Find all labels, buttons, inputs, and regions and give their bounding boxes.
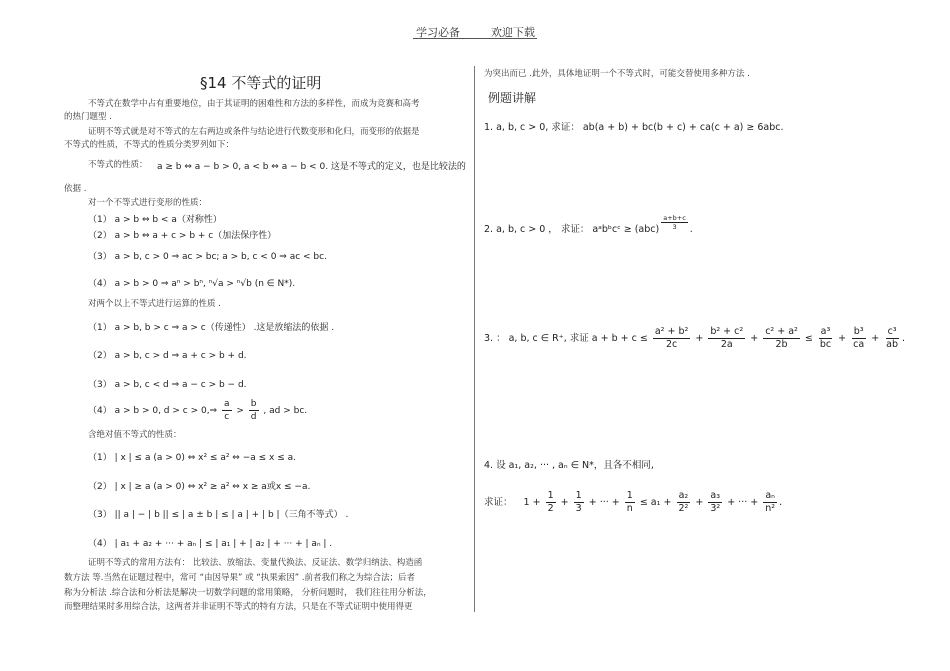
frac-den: bc	[819, 339, 832, 350]
example-2	[484, 214, 693, 235]
transform-item-1: （1） a > b ⇔ b < a（对称性）	[88, 215, 222, 225]
transform-item-3: （3） a > b, c > 0 ⇒ ac > bc; a > b, c < 0 ⇒ ac < bc.	[88, 252, 327, 262]
ex4-rhs-frac-3	[763, 490, 777, 515]
abs-item-2: （2） | x | ≥ a (a > 0) ⇔ x² ≥ a² ⇔ x ≥ a或x ≤ −a.	[88, 482, 311, 492]
header-left: 学习必备	[416, 26, 460, 39]
intro-line-2: 的热门题型 .	[64, 112, 112, 122]
ex3-frac-3	[763, 326, 800, 351]
frac-den: 2	[547, 503, 554, 514]
frac-num: a² + b²	[654, 326, 689, 337]
abs-header: 含绝对值不等式的性质：	[88, 430, 182, 440]
frac-num: 1	[547, 490, 554, 501]
ex4-lhs-frac-1	[546, 490, 556, 515]
multi-item-4	[88, 398, 307, 423]
frac-den: n	[626, 503, 633, 514]
example-4-label: 求证：	[484, 497, 513, 508]
ex4-rhs-frac-1	[676, 490, 690, 515]
frac-den: c	[224, 412, 230, 422]
ex4-lhs-frac-3	[625, 490, 635, 515]
example-1: 1. a, b, c > 0, 求证： ab(a + b) + bc(b + c) + ca(c + a) ≥ 6abc.	[484, 122, 784, 133]
header-right: 欢迎下载	[491, 26, 535, 39]
multi-item-3: （3） a > b, c < d ⇒ a − c > b − d.	[88, 380, 247, 390]
frac-den: 2c	[665, 339, 678, 350]
ex4-rhs-frac-2	[708, 490, 722, 515]
intro-line-1: 不等式在数学中占有重要地位，由于其证明的困难性和方法的多样性，而成为竞赛和高考	[88, 99, 420, 109]
frac-den: 3²	[710, 503, 721, 514]
ex3-frac-2	[708, 326, 745, 351]
frac-num: c² + a²	[765, 326, 798, 337]
ex3-frac-4	[818, 326, 833, 351]
example-2-lead: 2. a, b, c > 0 ， 求证： aᵃbᵇcᶜ ≥ (abc)	[484, 224, 660, 235]
methods-line-1: 证明不等式的常用方法有： 比较法、放缩法、变量代换法、反证法、数学归纳法、构造函	[88, 558, 423, 568]
exp-den: 3	[672, 223, 677, 231]
abs-item-1: （1） | x | ≤ a (a > 0) ⇔ x² ≤ a² ⇔ −a ≤ x ≤ a.	[88, 453, 296, 463]
ex4-lhs-frac-2	[574, 490, 584, 515]
frac-num: a₃	[710, 490, 721, 501]
ex3-frac-6	[884, 326, 900, 351]
multi-item-1: （1） a > b, b > c ⇒ a > c（传递性） .这是放缩法的依据 .	[88, 323, 335, 333]
column-divider	[474, 66, 475, 612]
methods-line-3: 称为分析法 .综合法和分析法是解决一切数学问题的常用策略， 分析问题时， 我们往往用分析法，	[64, 588, 432, 598]
multi-item-4-tail: , ad > bc.	[263, 406, 308, 416]
frac-den: 3	[575, 503, 582, 514]
examples-title: 例题讲解	[488, 91, 537, 105]
multi-item-2: （2） a > b, c > d ⇒ a + c > b + d.	[88, 351, 247, 361]
frac-den: 2b	[775, 339, 788, 350]
frac-num: b	[250, 399, 257, 409]
multi-header: 对两个以上不等式进行运算的性质 .	[88, 299, 221, 309]
ex3-frac-1	[653, 326, 690, 351]
frac-num: c³	[887, 326, 897, 337]
methods-line-4: 而整理结果时多用综合法，这两者并非证明不等式的特有方法，只是在不等式证明中使用得更	[64, 602, 413, 612]
fraction-b-over-d	[249, 398, 259, 423]
example-3: 3. ： a, b, c ∈ R⁺, 求证 a + b + c ≤ $\frac{\text{a² + b²}}{2c}$ + $\frac{\text{b² + c²}}{2a}$ + $\frac{\text{c² + a²}}{2b}$ ≤ $\frac{\text{a³}}{bc}$ + $\frac{\text{b³}}{ca}$ + $\frac{\text{c³}}{ab}$ .	[484, 326, 906, 350]
page-title: §14 不等式的证明	[200, 74, 322, 92]
frac-den: n²	[765, 503, 776, 514]
basic-property-label: 不等式的性质：	[88, 160, 148, 170]
transform-item-2: （2） a > b ⇔ a + c > b + c（加法保序性）	[88, 231, 277, 241]
frac-num: b³	[853, 326, 864, 337]
ex3-frac-5	[851, 326, 866, 351]
frac-num: 1	[575, 490, 582, 501]
abs-item-3: （3） || a | − | b || ≤ | a ± b | ≤ | a | + | b |（三角不等式） .	[88, 510, 349, 520]
example-3-lead: 3. ： a, b, c ∈ R⁺, 求证 a + b + c ≤	[484, 333, 648, 344]
example-4-claim: 求证： 1 + $\frac{1}{2}$ + $\frac{1}{3}$ + ··· + $\frac{1}{n}$ ≤ a₁ + $\frac{\text{a₂}}{\text{2²}}$ + $\frac{\text{a₃}}{\text{3²}}$ + ··· + $\frac{\text{aₙ}}{\text{n²}}$ .	[484, 490, 783, 514]
abs-item-4: （4） | a₁ + a₂ + ··· + aₙ | ≤ | a₁ | + | a₂ | + ··· + | aₙ | .	[88, 539, 333, 549]
basic-property-tail: 依据 .	[64, 184, 87, 194]
frac-den: d	[250, 412, 257, 422]
frac-num: 1	[626, 490, 633, 501]
transform-header: 对一个不等式进行变形的性质：	[88, 198, 208, 208]
frac-den: ab	[886, 339, 899, 350]
intro-line-4: 不等式的性质，不等式的性质分类罗列如下：	[64, 140, 235, 150]
frac-den: 2²	[678, 503, 689, 514]
example-4: 4. 设 a₁, a₂, ··· , aₙ ∈ N*，且各不相同,	[484, 460, 654, 471]
transform-item-4: （4） a > b > 0 ⇒ aⁿ > bⁿ, ⁿ√a > ⁿ√b (n ∈ N*).	[88, 279, 296, 289]
frac-num: aₙ	[765, 490, 775, 501]
frac-num: a₂	[678, 490, 689, 501]
example-2-end: .	[689, 224, 693, 235]
intro-line-3: 证明不等式就是对不等式的左右两边或条件与结论进行代数变形和化归，而变形的依据是	[88, 127, 420, 137]
frac-operator: >	[236, 406, 244, 416]
frac-num: b² + c²	[710, 326, 744, 337]
exp-num: a+b+c	[663, 214, 686, 222]
frac-den: ca	[853, 339, 865, 350]
multi-item-4-lead: （4） a > b > 0, d > c > 0,⇒	[88, 406, 218, 416]
example-2-exponent	[661, 214, 688, 231]
basic-property-expr: a ≥ b ⇔ a − b > 0, a < b ⇔ a − b < 0. 这是不等式的定义，也是比较法的	[157, 162, 466, 172]
frac-num: a	[223, 399, 230, 409]
header-underline	[413, 38, 537, 39]
methods-line-2: 数方法 等.当然在证题过程中，常可 “由因导果” 或 “执果索因” .前者我们称之为综合法；后者	[64, 573, 416, 583]
frac-den: 2a	[720, 339, 733, 350]
fraction-a-over-c	[222, 398, 232, 423]
right-top-line: 为突出而已 .此外，具体地证明一个不等式时，可能交替使用多种方法 .	[484, 69, 750, 79]
frac-num: a³	[820, 326, 831, 337]
